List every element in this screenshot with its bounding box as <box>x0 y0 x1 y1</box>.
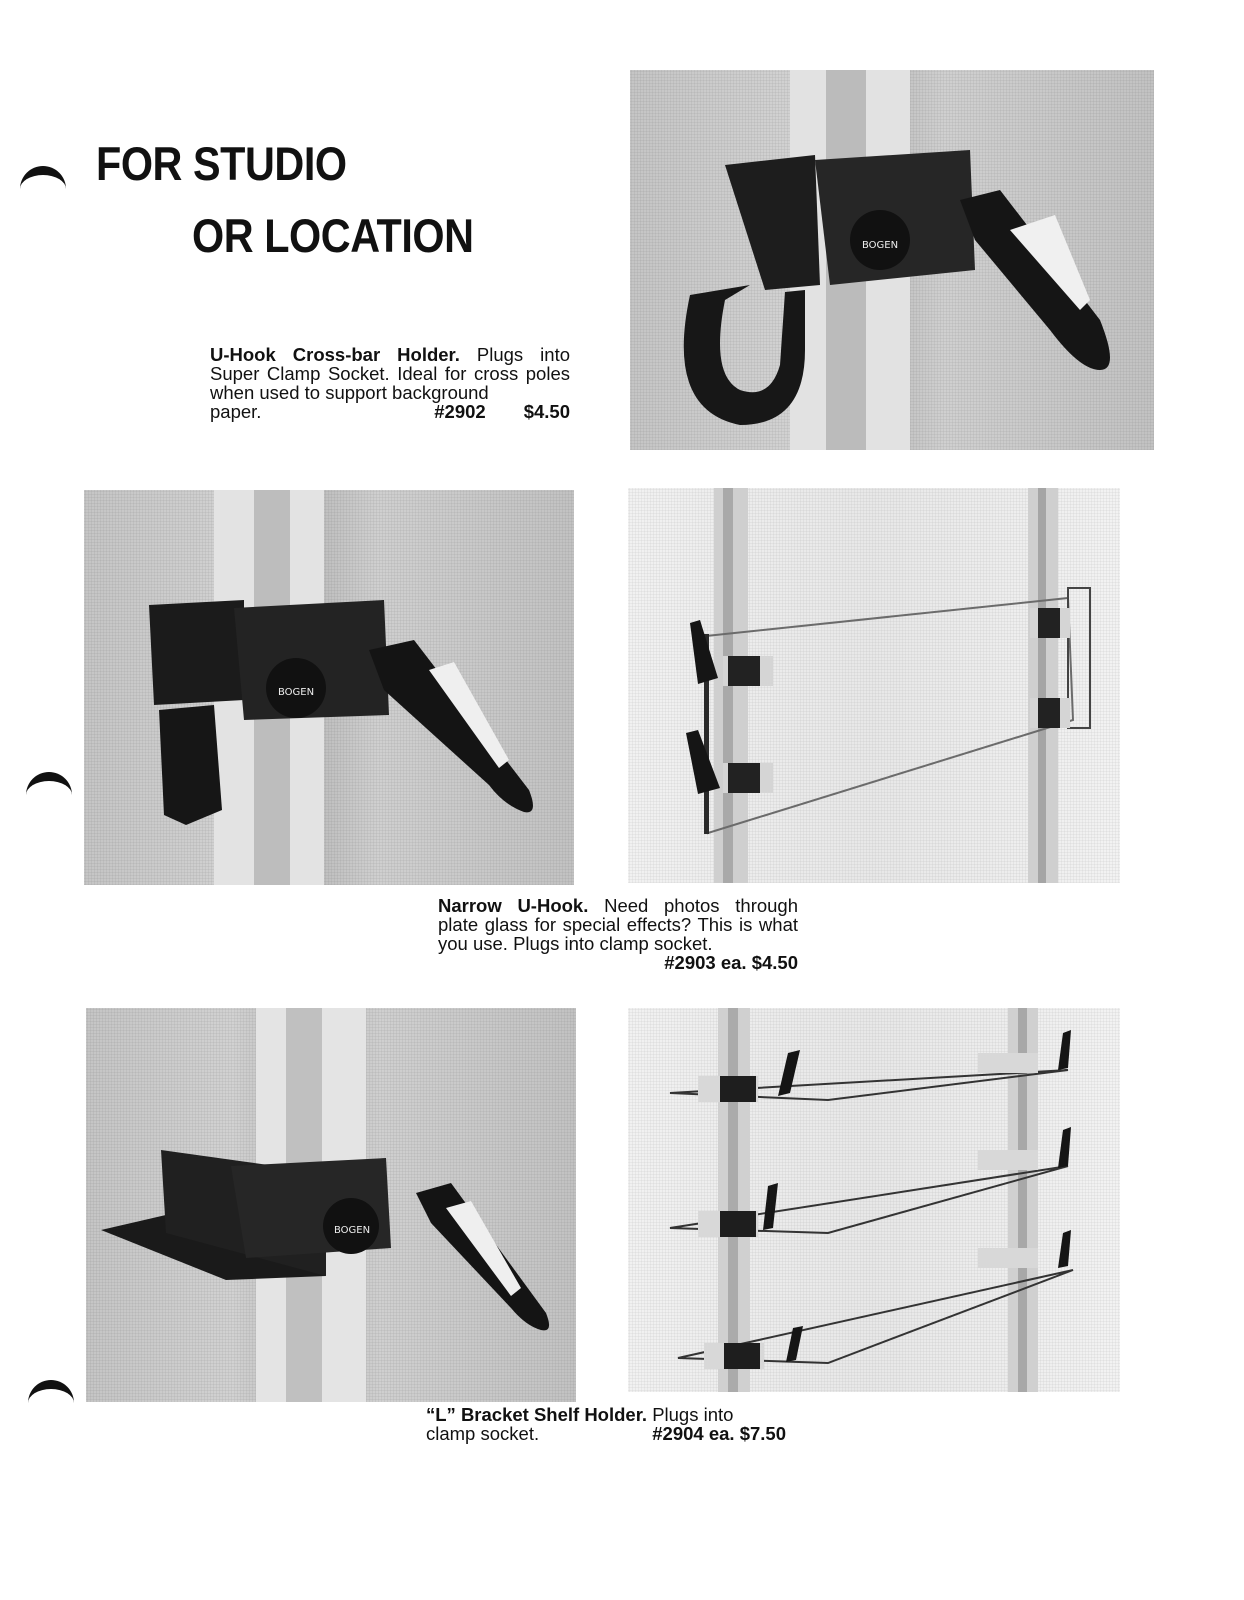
glass-shelves-photo <box>628 1008 1120 1392</box>
product-description: Need photos through plate glass for special effects? This is what you use. Plugs into clamp socket. <box>438 895 799 954</box>
narrow-u-hook-photo <box>84 490 574 885</box>
product-price: $4.50 <box>523 401 570 422</box>
glass-plate-photo <box>628 488 1120 883</box>
l-bracket-caption <box>426 1405 786 1443</box>
product-description-end: paper. <box>210 401 262 422</box>
product-description: Plugs into Super Clamp Socket. Ideal for cross poles when used to support background <box>210 344 570 403</box>
l-bracket-photo <box>86 1008 576 1402</box>
logo-text: BOGEN <box>862 240 899 251</box>
product-price: ea. $4.50 <box>720 952 798 973</box>
binder-hole-bottom <box>28 1380 74 1426</box>
product-number: #2903 <box>664 952 716 973</box>
u-hook-caption <box>210 345 570 421</box>
product-name: Narrow U-Hook. <box>438 895 589 916</box>
product-name: U-Hook Cross-bar Holder. <box>210 344 460 365</box>
logo-text: BOGEN <box>278 687 315 698</box>
page-title-line-1: FOR STUDIO <box>96 137 347 190</box>
binder-hole-top <box>20 166 66 212</box>
product-number: #2902 <box>434 401 486 422</box>
product-name: “L” Bracket Shelf Holder. <box>426 1404 648 1425</box>
product-number: #2904 <box>652 1423 704 1444</box>
product-description-end: clamp socket. <box>426 1423 540 1444</box>
narrow-u-hook-caption <box>438 896 798 972</box>
u-hook-photo <box>630 70 1154 450</box>
product-description: Plugs into <box>652 1404 734 1425</box>
binder-hole-middle <box>26 772 72 818</box>
product-price: ea. $7.50 <box>708 1423 786 1444</box>
logo-text: BOGEN <box>334 1225 371 1236</box>
page-title-line-2: OR LOCATION <box>192 209 474 262</box>
